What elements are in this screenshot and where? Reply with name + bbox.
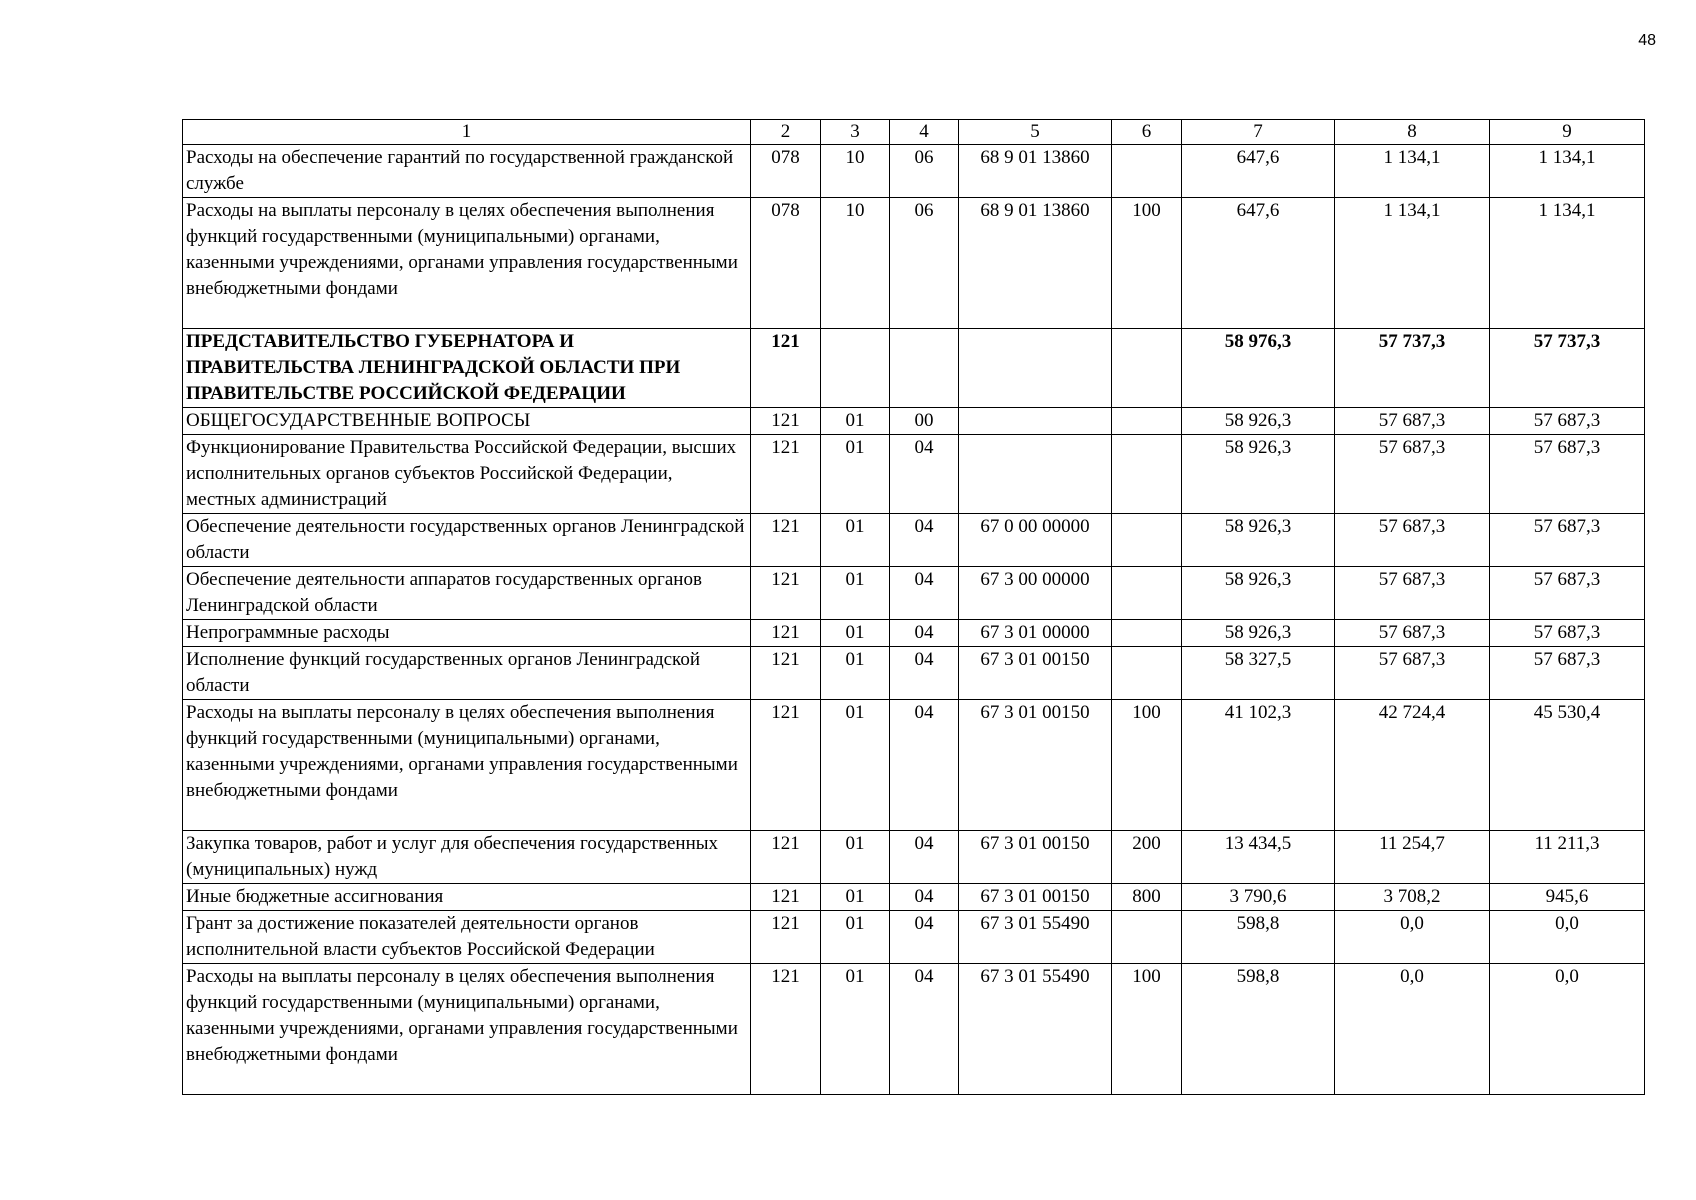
cell-admin-code: 078 — [751, 198, 821, 329]
cell-section: 10 — [821, 198, 890, 329]
cell-expense-type: 100 — [1112, 198, 1182, 329]
row-description: Обеспечение деятельности государственных органов Ленинградской области — [183, 514, 751, 567]
cell-subsection: 04 — [890, 700, 959, 831]
cell-section: 01 — [821, 700, 890, 831]
page-number: 48 — [1638, 32, 1656, 49]
cell-section: 01 — [821, 408, 890, 435]
cell-section: 01 — [821, 514, 890, 567]
cell-section: 01 — [821, 964, 890, 1095]
cell-expense-type: 200 — [1112, 831, 1182, 884]
cell-amount-9: 1 134,1 — [1490, 145, 1645, 198]
cell-amount-8: 57 687,3 — [1335, 408, 1490, 435]
row-description: Расходы на обеспечение гарантий по государственной гражданской службе — [183, 145, 751, 198]
row-description: Расходы на выплаты персоналу в целях обеспечения выполнения функций государственными (муниципальными) органами, казенными учреждениями, органами управления государственными внебюджетными фондами — [183, 198, 751, 329]
cell-amount-9: 57 687,3 — [1490, 514, 1645, 567]
row-description: ОБЩЕГОСУДАРСТВЕННЫЕ ВОПРОСЫ — [183, 408, 751, 435]
row-description: Расходы на выплаты персоналу в целях обеспечения выполнения функций государственными (муниципальными) органами, казенными учреждениями, органами управления государственными внебюджетными фондами — [183, 700, 751, 831]
cell-amount-8: 11 254,7 — [1335, 831, 1490, 884]
cell-expense-type — [1112, 647, 1182, 700]
cell-section: 10 — [821, 145, 890, 198]
cell-admin-code: 121 — [751, 647, 821, 700]
table-row — [183, 198, 1645, 329]
column-header: 1 — [183, 120, 751, 145]
cell-subsection: 00 — [890, 408, 959, 435]
cell-amount-9: 945,6 — [1490, 884, 1645, 911]
row-description: Функционирование Правительства Российской Федерации, высших исполнительных органов субъектов Российской Федерации, местных администраций — [183, 435, 751, 514]
cell-section: 01 — [821, 567, 890, 620]
cell-amount-8: 57 687,3 — [1335, 514, 1490, 567]
cell-target-code: 67 3 00 00000 — [959, 567, 1112, 620]
cell-amount-7: 598,8 — [1182, 964, 1335, 1095]
cell-target-code: 67 3 01 00150 — [959, 647, 1112, 700]
cell-amount-7: 41 102,3 — [1182, 700, 1335, 831]
cell-amount-9: 1 134,1 — [1490, 198, 1645, 329]
cell-target-code — [959, 408, 1112, 435]
cell-target-code — [959, 329, 1112, 408]
cell-expense-type: 100 — [1112, 700, 1182, 831]
cell-section: 01 — [821, 884, 890, 911]
budget-table — [182, 119, 1645, 1095]
table-row — [183, 647, 1645, 700]
cell-expense-type: 100 — [1112, 964, 1182, 1095]
cell-subsection: 04 — [890, 620, 959, 647]
cell-amount-8: 0,0 — [1335, 911, 1490, 964]
cell-subsection: 04 — [890, 514, 959, 567]
cell-amount-9: 57 687,3 — [1490, 620, 1645, 647]
cell-section — [821, 329, 890, 408]
cell-amount-7: 13 434,5 — [1182, 831, 1335, 884]
column-header: 2 — [751, 120, 821, 145]
cell-amount-8: 42 724,4 — [1335, 700, 1490, 831]
cell-amount-9: 57 687,3 — [1490, 435, 1645, 514]
table-row — [183, 435, 1645, 514]
cell-amount-8: 1 134,1 — [1335, 145, 1490, 198]
column-header: 7 — [1182, 120, 1335, 145]
cell-expense-type — [1112, 911, 1182, 964]
cell-amount-8: 57 687,3 — [1335, 647, 1490, 700]
cell-admin-code: 121 — [751, 329, 821, 408]
cell-section: 01 — [821, 435, 890, 514]
cell-target-code: 67 3 01 55490 — [959, 964, 1112, 1095]
cell-expense-type — [1112, 514, 1182, 567]
table-row — [183, 964, 1645, 1095]
table-row — [183, 884, 1645, 911]
cell-admin-code: 121 — [751, 700, 821, 831]
cell-amount-7: 3 790,6 — [1182, 884, 1335, 911]
cell-amount-9: 57 687,3 — [1490, 408, 1645, 435]
cell-subsection: 04 — [890, 831, 959, 884]
cell-amount-7: 58 926,3 — [1182, 567, 1335, 620]
cell-subsection — [890, 329, 959, 408]
cell-admin-code: 121 — [751, 964, 821, 1095]
cell-amount-9: 0,0 — [1490, 964, 1645, 1095]
cell-amount-8: 0,0 — [1335, 964, 1490, 1095]
cell-admin-code: 121 — [751, 911, 821, 964]
column-header: 5 — [959, 120, 1112, 145]
cell-amount-9: 0,0 — [1490, 911, 1645, 964]
cell-amount-8: 57 687,3 — [1335, 620, 1490, 647]
table-row — [183, 911, 1645, 964]
cell-amount-8: 57 737,3 — [1335, 329, 1490, 408]
cell-amount-7: 58 976,3 — [1182, 329, 1335, 408]
cell-subsection: 04 — [890, 435, 959, 514]
row-description: Обеспечение деятельности аппаратов государственных органов Ленинградской области — [183, 567, 751, 620]
cell-amount-7: 58 926,3 — [1182, 620, 1335, 647]
cell-amount-8: 57 687,3 — [1335, 567, 1490, 620]
row-description: Закупка товаров, работ и услуг для обеспечения государственных (муниципальных) нужд — [183, 831, 751, 884]
cell-target-code: 67 3 01 00150 — [959, 700, 1112, 831]
row-description: Непрограммные расходы — [183, 620, 751, 647]
cell-admin-code: 121 — [751, 514, 821, 567]
cell-amount-9: 57 687,3 — [1490, 647, 1645, 700]
cell-amount-9: 57 687,3 — [1490, 567, 1645, 620]
row-description: ПРЕДСТАВИТЕЛЬСТВО ГУБЕРНАТОРА И ПРАВИТЕЛЬСТВА ЛЕНИНГРАДСКОЙ ОБЛАСТИ ПРИ ПРАВИТЕЛЬСТВЕ РОССИЙСКОЙ ФЕДЕРАЦИИ — [183, 329, 751, 408]
cell-expense-type — [1112, 620, 1182, 647]
column-header: 6 — [1112, 120, 1182, 145]
cell-amount-9: 57 737,3 — [1490, 329, 1645, 408]
cell-subsection: 06 — [890, 145, 959, 198]
table-row — [183, 620, 1645, 647]
row-description: Расходы на выплаты персоналу в целях обеспечения выполнения функций государственными (муниципальными) органами, казенными учреждениями, органами управления государственными внебюджетными фондами — [183, 964, 751, 1095]
cell-amount-8: 57 687,3 — [1335, 435, 1490, 514]
cell-amount-7: 58 926,3 — [1182, 435, 1335, 514]
row-description: Иные бюджетные ассигнования — [183, 884, 751, 911]
cell-target-code — [959, 435, 1112, 514]
cell-target-code: 68 9 01 13860 — [959, 198, 1112, 329]
cell-amount-7: 58 926,3 — [1182, 408, 1335, 435]
table-row — [183, 145, 1645, 198]
cell-admin-code: 121 — [751, 567, 821, 620]
table-row — [183, 329, 1645, 408]
column-header: 8 — [1335, 120, 1490, 145]
cell-admin-code: 121 — [751, 408, 821, 435]
cell-target-code: 67 3 01 00000 — [959, 620, 1112, 647]
row-description: Грант за достижение показателей деятельности органов исполнительной власти субъектов Российской Федерации — [183, 911, 751, 964]
cell-admin-code: 078 — [751, 145, 821, 198]
cell-amount-7: 647,6 — [1182, 198, 1335, 329]
cell-target-code: 67 3 01 00150 — [959, 884, 1112, 911]
cell-subsection: 04 — [890, 911, 959, 964]
cell-subsection: 04 — [890, 567, 959, 620]
cell-subsection: 04 — [890, 884, 959, 911]
table-row — [183, 514, 1645, 567]
cell-admin-code: 121 — [751, 435, 821, 514]
table-row — [183, 567, 1645, 620]
cell-amount-8: 3 708,2 — [1335, 884, 1490, 911]
cell-subsection: 04 — [890, 647, 959, 700]
cell-expense-type — [1112, 435, 1182, 514]
table-row — [183, 408, 1645, 435]
column-header: 4 — [890, 120, 959, 145]
cell-expense-type: 800 — [1112, 884, 1182, 911]
table-row — [183, 831, 1645, 884]
table-header-row — [183, 120, 1645, 145]
cell-section: 01 — [821, 831, 890, 884]
cell-amount-8: 1 134,1 — [1335, 198, 1490, 329]
cell-section: 01 — [821, 647, 890, 700]
column-header: 9 — [1490, 120, 1645, 145]
cell-amount-9: 11 211,3 — [1490, 831, 1645, 884]
cell-expense-type — [1112, 329, 1182, 408]
cell-target-code: 68 9 01 13860 — [959, 145, 1112, 198]
cell-amount-7: 647,6 — [1182, 145, 1335, 198]
cell-subsection: 06 — [890, 198, 959, 329]
cell-expense-type — [1112, 567, 1182, 620]
cell-amount-7: 58 327,5 — [1182, 647, 1335, 700]
cell-expense-type — [1112, 145, 1182, 198]
cell-amount-7: 598,8 — [1182, 911, 1335, 964]
cell-admin-code: 121 — [751, 884, 821, 911]
cell-amount-7: 58 926,3 — [1182, 514, 1335, 567]
cell-expense-type — [1112, 408, 1182, 435]
row-description: Исполнение функций государственных органов Ленинградской области — [183, 647, 751, 700]
table-row — [183, 700, 1645, 831]
cell-target-code: 67 3 01 55490 — [959, 911, 1112, 964]
cell-target-code: 67 0 00 00000 — [959, 514, 1112, 567]
cell-section: 01 — [821, 911, 890, 964]
cell-target-code: 67 3 01 00150 — [959, 831, 1112, 884]
cell-admin-code: 121 — [751, 831, 821, 884]
cell-section: 01 — [821, 620, 890, 647]
cell-admin-code: 121 — [751, 620, 821, 647]
column-header: 3 — [821, 120, 890, 145]
cell-subsection: 04 — [890, 964, 959, 1095]
cell-amount-9: 45 530,4 — [1490, 700, 1645, 831]
